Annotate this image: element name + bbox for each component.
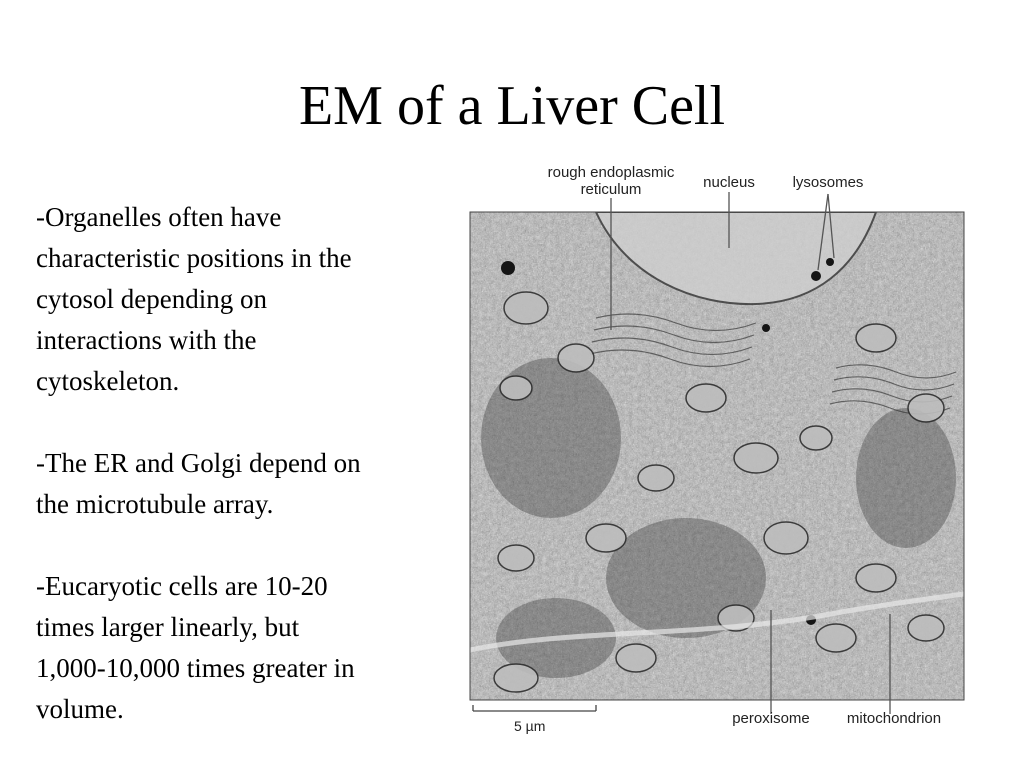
- scale-bar: [473, 705, 596, 711]
- liver-cell-micrograph-figure: [456, 158, 976, 734]
- paragraph-organelles: -Organelles often have characteristic positions in the cytosol depending on interactions with the cytoskeleton.: [36, 202, 352, 396]
- label-peroxisome: peroxisome: [732, 710, 810, 727]
- slide-title: EM of a Liver Cell: [298, 75, 726, 137]
- body-text: [36, 197, 456, 730]
- label-lysosomes: lysosomes: [792, 174, 864, 191]
- label-scale-bar: 5 µm: [514, 718, 546, 734]
- label-nucleus: nucleus: [703, 174, 755, 191]
- label-mitochondrion: mitochondrion: [846, 710, 942, 727]
- label-rough-er: rough endoplasmic reticulum: [547, 164, 675, 198]
- paragraph-cell-size: -Eucaryotic cells are 10-20 times larger linearly, but 1,000-10,000 times greater in volume.: [36, 571, 355, 724]
- paragraph-er-golgi: -The ER and Golgi depend on the microtubule array.: [36, 448, 361, 519]
- micrograph-svg: [456, 158, 976, 728]
